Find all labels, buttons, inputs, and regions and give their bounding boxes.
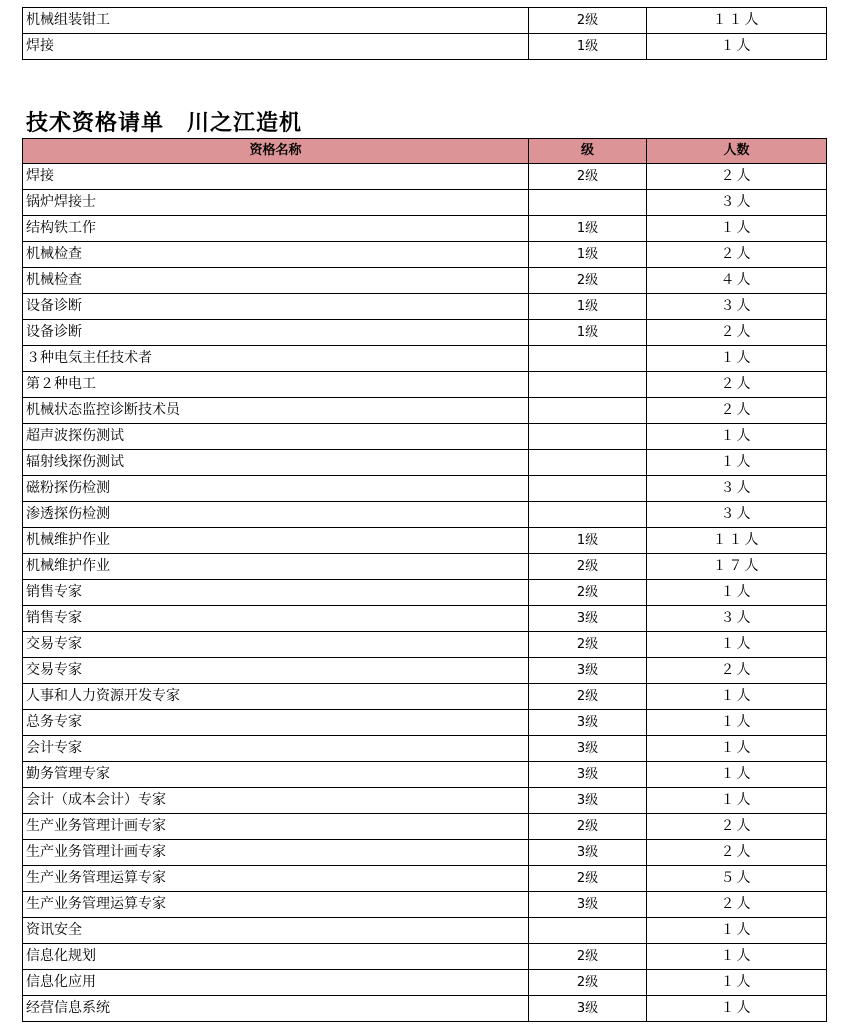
name-cell: 机械维护作业: [23, 528, 529, 554]
count-cell: １人: [647, 684, 827, 710]
level-cell: [529, 918, 647, 944]
top-qualification-table: [22, 7, 827, 60]
name-cell: 机械组装钳工: [23, 8, 529, 34]
level-cell: 2级: [529, 580, 647, 606]
level-cell: 1级: [529, 216, 647, 242]
level-cell: 3级: [529, 762, 647, 788]
section-title: 技术资格请单 川之江造机: [26, 111, 303, 136]
level-cell: 2级: [529, 970, 647, 996]
count-cell: ２人: [647, 164, 827, 190]
table-row: [23, 502, 827, 528]
table-row: [23, 736, 827, 762]
level-cell: 3级: [529, 736, 647, 762]
count-cell: １人: [647, 34, 827, 60]
level-cell: [529, 450, 647, 476]
name-cell: 设备诊断: [23, 320, 529, 346]
level-cell: 2级: [529, 164, 647, 190]
level-cell: [529, 398, 647, 424]
level-cell: [529, 476, 647, 502]
name-cell: 渗透探伤检测: [23, 502, 529, 528]
level-cell: 2级: [529, 554, 647, 580]
name-cell: 经营信息系统: [23, 996, 529, 1022]
count-cell: １人: [647, 970, 827, 996]
level-cell: 1级: [529, 34, 647, 60]
table-row: [23, 814, 827, 840]
table-row: [23, 34, 827, 60]
level-cell: 2级: [529, 8, 647, 34]
name-cell: 销售专家: [23, 580, 529, 606]
count-cell: ３人: [647, 294, 827, 320]
header-count: 人数: [647, 139, 827, 164]
name-cell: 信息化规划: [23, 944, 529, 970]
count-cell: １人: [647, 424, 827, 450]
table-row: [23, 450, 827, 476]
table-row: [23, 580, 827, 606]
count-cell: １１人: [647, 8, 827, 34]
table-row: [23, 216, 827, 242]
table-row: [23, 528, 827, 554]
table-row: [23, 658, 827, 684]
count-cell: ２人: [647, 892, 827, 918]
name-cell: 交易专家: [23, 632, 529, 658]
table-row: [23, 996, 827, 1022]
name-cell: 机械检查: [23, 242, 529, 268]
qualification-table: [22, 138, 827, 1022]
table-row: [23, 632, 827, 658]
table-body: [23, 164, 827, 1022]
name-cell: 机械状态监控诊断技术员: [23, 398, 529, 424]
count-cell: １人: [647, 918, 827, 944]
name-cell: 第２种电工: [23, 372, 529, 398]
name-cell: 生产业务管理运算专家: [23, 866, 529, 892]
count-cell: ２人: [647, 814, 827, 840]
count-cell: ２人: [647, 398, 827, 424]
count-cell: １人: [647, 216, 827, 242]
count-cell: ２人: [647, 320, 827, 346]
name-cell: 销售专家: [23, 606, 529, 632]
level-cell: 2级: [529, 684, 647, 710]
level-cell: [529, 424, 647, 450]
name-cell: 磁粉探伤检测: [23, 476, 529, 502]
table-row: [23, 840, 827, 866]
count-cell: ３人: [647, 476, 827, 502]
name-cell: 生产业务管理运算专家: [23, 892, 529, 918]
table-row: [23, 398, 827, 424]
level-cell: 1级: [529, 242, 647, 268]
count-cell: １人: [647, 346, 827, 372]
level-cell: [529, 190, 647, 216]
level-cell: 2级: [529, 814, 647, 840]
table-row: [23, 320, 827, 346]
table-row: [23, 684, 827, 710]
level-cell: [529, 502, 647, 528]
level-cell: [529, 372, 647, 398]
table-row: [23, 190, 827, 216]
table-row: [23, 970, 827, 996]
count-cell: １人: [647, 580, 827, 606]
table-row: [23, 8, 827, 34]
name-cell: 生产业务管理计画专家: [23, 814, 529, 840]
level-cell: 2级: [529, 632, 647, 658]
table-row: [23, 372, 827, 398]
table-row: [23, 892, 827, 918]
count-cell: １人: [647, 450, 827, 476]
name-cell: 交易专家: [23, 658, 529, 684]
name-cell: 会计专家: [23, 736, 529, 762]
table-row: [23, 424, 827, 450]
table-header: [23, 139, 827, 164]
count-cell: ２人: [647, 372, 827, 398]
count-cell: ５人: [647, 866, 827, 892]
level-cell: 3级: [529, 606, 647, 632]
table-row: [23, 944, 827, 970]
name-cell: 会计（成本会计）专家: [23, 788, 529, 814]
table-row: [23, 476, 827, 502]
level-cell: 3级: [529, 840, 647, 866]
table-row: [23, 762, 827, 788]
name-cell: ３种电気主任技术者: [23, 346, 529, 372]
header-level: 级: [529, 139, 647, 164]
table-row: [23, 554, 827, 580]
level-cell: 3级: [529, 658, 647, 684]
name-cell: 生产业务管理计画专家: [23, 840, 529, 866]
count-cell: ２人: [647, 242, 827, 268]
level-cell: 2级: [529, 944, 647, 970]
level-cell: 2级: [529, 268, 647, 294]
name-cell: 勤务管理专家: [23, 762, 529, 788]
name-cell: 辐射线探伤测试: [23, 450, 529, 476]
level-cell: [529, 346, 647, 372]
count-cell: ２人: [647, 658, 827, 684]
table-row: [23, 866, 827, 892]
level-cell: 1级: [529, 528, 647, 554]
header-row: [23, 139, 827, 164]
table-row: [23, 918, 827, 944]
level-cell: 3级: [529, 996, 647, 1022]
table-row: [23, 710, 827, 736]
table-row: [23, 606, 827, 632]
name-cell: 人事和人力资源开发专家: [23, 684, 529, 710]
count-cell: １人: [647, 944, 827, 970]
name-cell: 锅炉焊接士: [23, 190, 529, 216]
name-cell: 结构铁工作: [23, 216, 529, 242]
count-cell: ３人: [647, 190, 827, 216]
count-cell: ４人: [647, 268, 827, 294]
table-row: [23, 294, 827, 320]
count-cell: ３人: [647, 606, 827, 632]
level-cell: 1级: [529, 320, 647, 346]
name-cell: 设备诊断: [23, 294, 529, 320]
name-cell: 焊接: [23, 164, 529, 190]
level-cell: 1级: [529, 294, 647, 320]
name-cell: 总务专家: [23, 710, 529, 736]
count-cell: １１人: [647, 528, 827, 554]
name-cell: 资讯安全: [23, 918, 529, 944]
count-cell: ２人: [647, 840, 827, 866]
top-table-body: [23, 8, 827, 60]
count-cell: １人: [647, 736, 827, 762]
level-cell: 3级: [529, 892, 647, 918]
level-cell: 3级: [529, 710, 647, 736]
count-cell: １人: [647, 632, 827, 658]
name-cell: 机械检查: [23, 268, 529, 294]
name-cell: 信息化应用: [23, 970, 529, 996]
header-name: 资格名称: [23, 139, 529, 164]
table-row: [23, 164, 827, 190]
count-cell: １人: [647, 996, 827, 1022]
count-cell: ３人: [647, 502, 827, 528]
level-cell: 3级: [529, 788, 647, 814]
level-cell: 2级: [529, 866, 647, 892]
count-cell: １人: [647, 788, 827, 814]
table-row: [23, 788, 827, 814]
name-cell: 机械维护作业: [23, 554, 529, 580]
table-row: [23, 268, 827, 294]
count-cell: １７人: [647, 554, 827, 580]
count-cell: １人: [647, 710, 827, 736]
table-row: [23, 346, 827, 372]
table-row: [23, 242, 827, 268]
name-cell: 焊接: [23, 34, 529, 60]
count-cell: １人: [647, 762, 827, 788]
name-cell: 超声波探伤测试: [23, 424, 529, 450]
